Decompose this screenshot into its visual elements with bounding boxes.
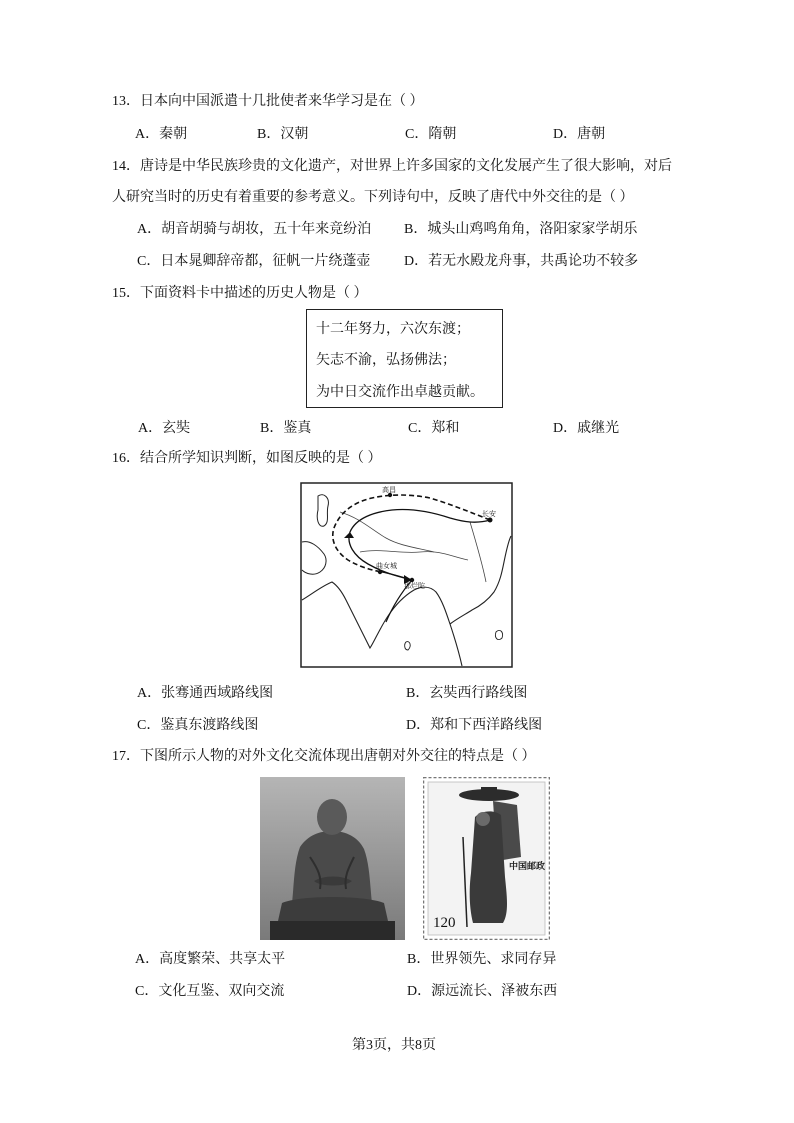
- q14-option-a: A．胡音胡骑与胡妆，五十年来竞纷泊: [137, 222, 372, 237]
- stamp-value: 120: [433, 915, 456, 931]
- stamp-monk-head: [476, 812, 490, 826]
- q17-option-a: A．高度繁荣、共享太平: [135, 952, 286, 967]
- q14-stem-line1: 14．唐诗是中华民族珍贵的文化遗产，对世界上许多国家的文化发展产生了很大影响，对后: [112, 159, 672, 174]
- q13-option-d: D．唐朝: [553, 127, 606, 142]
- q13-option-a: A．秦朝: [135, 127, 188, 142]
- q16-option-c: C．鉴真东渡路线图: [137, 718, 259, 733]
- stamp-monk-body: [470, 811, 507, 923]
- q14-option-b: B．城头山鸡鸣角角，洛阳家家学胡乐: [404, 222, 638, 237]
- statue-base: [270, 921, 395, 940]
- q13-option-b: B．汉朝: [257, 127, 309, 142]
- statue-photo: [260, 777, 405, 940]
- q15-option-b: B．鉴真: [260, 421, 312, 436]
- map-label-gaochang: 高昌: [382, 486, 396, 494]
- statue-lap: [278, 897, 388, 921]
- q15-option-a: A．玄奘: [138, 421, 191, 436]
- q16-option-a: A．张骞通西域路线图: [137, 686, 274, 701]
- q15-option-d: D．戚继光: [553, 421, 620, 436]
- stamp-hat-top: [481, 787, 497, 793]
- q16-option-d: D．郑和下西洋路线图: [406, 718, 543, 733]
- qunvcheng-marker: [378, 570, 382, 574]
- q14-stem-line2: 人研究当时的历史有着重要的参考意义。下列诗句中，反映了唐代中外交往的是（ ）: [112, 190, 634, 205]
- changan-marker: [488, 518, 493, 523]
- q17-stem: 17．下图所示人物的对外文化交流体现出唐朝对外交往的特点是（ ）: [112, 749, 536, 764]
- page-footer: 第3页，共8页: [352, 1038, 436, 1053]
- q15-card-line: 为中日交流作出卓越贡献。: [316, 385, 484, 400]
- q17-option-d: D．源远流长、泽被东西: [407, 984, 558, 999]
- q13-stem: 13．日本向中国派遣十几批使者来华学习是在（ ）: [112, 94, 424, 109]
- q15-stem: 15．下面资料卡中描述的历史人物是（ ）: [112, 286, 368, 301]
- q16-option-b: B．玄奘西行路线图: [406, 686, 528, 701]
- statue-head: [317, 799, 347, 835]
- q14-option-d: D．若无水殿龙舟事，共禹论功不较多: [404, 254, 639, 269]
- q17-option-c: C．文化互鉴、双向交流: [135, 984, 285, 999]
- q14-option-c: C．日本晁卿辞帝都，征帆一片绕蓬壶: [137, 254, 371, 269]
- q15-option-c: C．郑和: [408, 421, 460, 436]
- stamp-issuer: 中国邮政: [509, 861, 546, 871]
- q15-card-line: 十二年努力，六次东渡；: [316, 322, 470, 337]
- q17-option-b: B．世界领先、求同存异: [407, 952, 557, 967]
- route-map: [300, 482, 513, 668]
- q15-card-line: 矢志不渝，弘扬佛法；: [316, 353, 456, 368]
- stamp-image: [423, 777, 550, 940]
- map-label-nalantuo: 那烂陀: [404, 582, 425, 590]
- map-label-qunvcheng: 曲女城: [376, 562, 397, 570]
- map-label-changan: 长安: [482, 510, 496, 518]
- map-frame: [301, 483, 512, 667]
- q13-option-c: C．隋朝: [405, 127, 457, 142]
- q16-stem: 16．结合所学知识判断，如图反映的是（ ）: [112, 451, 382, 466]
